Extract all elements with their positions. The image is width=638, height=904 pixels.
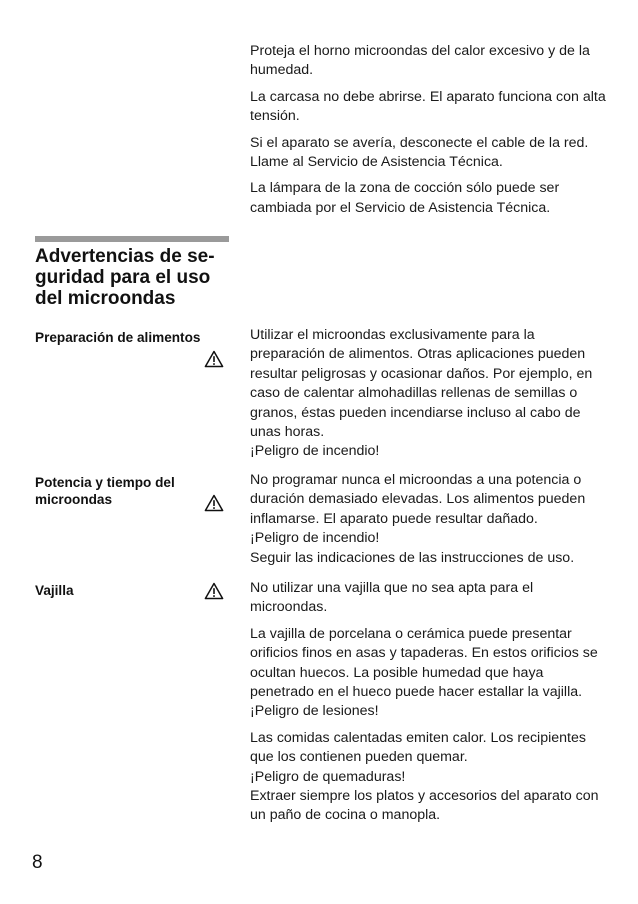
intro-paragraph: La lámpara de la zona de cocción sólo puede ser cambiada por el Servicio de Asistencia Técnica.	[250, 180, 560, 216]
item-label-line: Preparación de alimentos	[35, 330, 201, 345]
warning-triangle-icon	[204, 582, 224, 600]
item-paragraph: Seguir las indicaciones de las instrucciones de uso.	[250, 549, 575, 566]
item-label-line: Vajilla	[35, 583, 74, 598]
item-paragraph: Extraer siempre los platos y accesorios del aparato con un paño de cocina o manopla.	[250, 788, 599, 824]
intro-block	[250, 42, 610, 225]
section-title-line: del microondas	[35, 288, 176, 309]
item-paragraph: ¡Peligro de lesiones!	[250, 703, 379, 720]
item-text-potencia	[250, 471, 610, 575]
item-paragraph: ¡Peligro de quemaduras!	[250, 768, 406, 785]
section-title	[35, 246, 235, 309]
intro-paragraph: Si el aparato se avería, desconecte el cable de la red. Llame al Servicio de Asistencia Técnica.	[250, 134, 589, 171]
item-label-line: microondas	[35, 492, 113, 507]
item-label-vajilla	[35, 582, 225, 599]
item-label-potencia	[35, 474, 225, 508]
item-paragraph: No utilizar una vajilla que no sea apta para el microondas.	[250, 580, 534, 616]
page-number: 8	[32, 852, 43, 873]
section-title-line: guridad para el uso	[35, 267, 211, 288]
item-paragraph: ¡Peligro de incendio!	[250, 443, 380, 460]
warning-triangle-icon	[204, 494, 224, 512]
intro-paragraph: La carcasa no debe abrirse. El aparato funciona con alta tensión.	[250, 88, 606, 125]
item-paragraph: La vajilla de porcelana o cerámica puede presentar orificios finos en asas y tapaderas. En estos orificios se ocultan huecos. La posible humedad que haya penetrado en el hueco puede hacer estallar la vajilla.	[250, 625, 598, 701]
item-paragraph: Las comidas calentadas emiten calor. Los recipientes que los contienen pueden quemar.	[250, 729, 586, 766]
item-label-line: Potencia y tiempo del	[35, 475, 175, 490]
item-paragraph: No programar nunca el microondas a una potencia o duración demasiado elevadas. Los alimentos pueden inflamarse. El aparato puede resultar dañado.	[250, 472, 586, 527]
warning-triangle-icon	[204, 350, 224, 368]
item-paragraph: Utilizar el microondas exclusivamente para la preparación de alimentos. Otras aplicaciones pueden resultar peligrosas y ocasionar daños. Por ejemplo, en caso de calentar almohadillas rellenas de semillas o granos, éstas pueden incendiarse incluso al cabo de unas horas.	[250, 327, 593, 441]
item-text-vajilla	[250, 579, 610, 826]
item-text-preparacion	[250, 326, 610, 469]
item-paragraph: ¡Peligro de incendio!	[250, 530, 380, 547]
section-title-line: Advertencias de se-	[35, 246, 215, 267]
section-rule	[35, 236, 229, 242]
item-label-preparacion	[35, 329, 225, 346]
intro-paragraph: Proteja el horno microondas del calor excesivo y de la humedad.	[250, 43, 590, 79]
